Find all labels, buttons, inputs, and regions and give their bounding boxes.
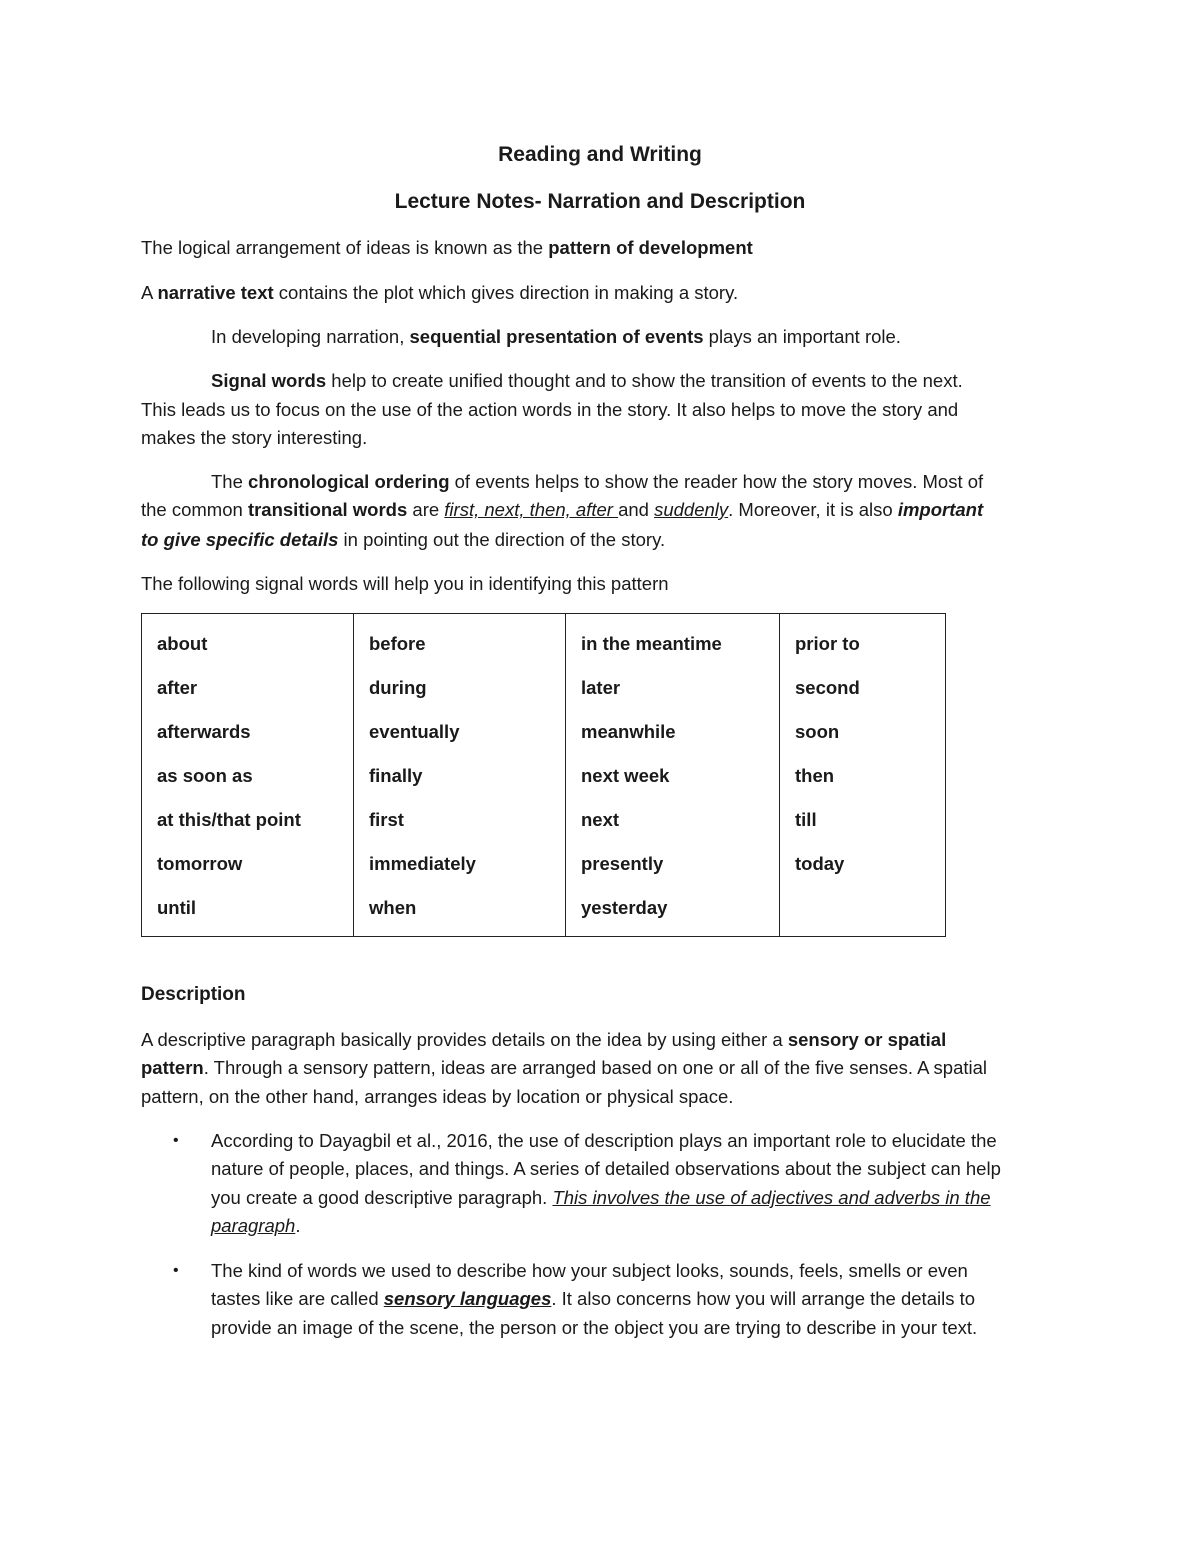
paragraph-line — [141, 496, 1061, 524]
paragraph-line — [211, 1184, 1131, 1212]
signal-word: in the meantime — [581, 633, 722, 654]
signal-word: till — [795, 809, 817, 830]
paragraph-text: . Moreover, it is also — [728, 499, 898, 520]
table-row — [142, 614, 946, 937]
signal-word: yesterday — [581, 897, 668, 918]
bold-term: narrative text — [157, 282, 274, 303]
page-subtitle: Lecture Notes- Narration and Description — [394, 190, 806, 213]
paragraph-line — [211, 1285, 1131, 1313]
paragraph-line: makes the story interesting. — [141, 427, 368, 448]
paragraph-line: This leads us to focus on the use of the action words in the story. It also helps to move the story and — [141, 399, 959, 420]
paragraph-text: A — [141, 282, 158, 303]
bold-term: pattern — [141, 1057, 204, 1078]
signal-word: before — [369, 633, 426, 654]
paragraph-text: plays an important role. — [703, 326, 901, 347]
paragraph-text: of events helps to show the reader how the story moves. Most of — [449, 471, 984, 492]
signal-word: then — [795, 765, 835, 786]
paragraph-line — [141, 1026, 1061, 1054]
bold-term: chronological ordering — [248, 471, 450, 492]
paragraph-text: . Through a sensory pattern, ideas are arranged based on one or all of the five senses. A spatial — [203, 1057, 988, 1078]
paragraph-text: are — [407, 499, 445, 520]
paragraph-line: pattern, on the other hand, arranges ideas by location or physical space. — [141, 1086, 734, 1107]
paragraph-line — [211, 468, 1131, 496]
signal-word: meanwhile — [581, 721, 676, 742]
signal-word: after — [157, 677, 198, 698]
bullet-icon: • — [173, 1262, 179, 1279]
table-column-1 — [142, 614, 354, 937]
bold-term: sensory or spatial — [787, 1029, 947, 1050]
description-heading: Description — [141, 984, 246, 1005]
signal-word: second — [795, 677, 860, 698]
paragraph-sequential-presentation — [211, 323, 1131, 351]
signal-word: finally — [369, 765, 423, 786]
paragraph-text: and — [618, 499, 655, 520]
paragraph-line: According to Dayagbil et al., 2016, the use of description plays an important role to elucidate the — [211, 1130, 997, 1151]
paragraph-text: in pointing out the direction of the story. — [338, 529, 666, 550]
bold-italic-text: to give specific details — [141, 529, 339, 550]
paragraph-text: the common — [141, 499, 248, 520]
paragraph-text: . It also concerns how you will arrange the details to — [551, 1288, 976, 1309]
underlined-italic-text: first, next, then, after — [444, 499, 619, 520]
bold-italic-text: important — [897, 499, 984, 520]
paragraph-line — [141, 526, 1061, 554]
signal-word: tomorrow — [157, 853, 243, 874]
signal-word: soon — [795, 721, 840, 742]
underlined-italic-text: suddenly — [654, 499, 729, 520]
signal-word: today — [795, 853, 845, 874]
paragraph-text: A descriptive paragraph basically provides details on the idea by using either a — [141, 1029, 788, 1050]
signal-word: presently — [581, 853, 664, 874]
signal-word: about — [157, 633, 208, 654]
underlined-italic-text: This involves the use of adjectives and adverbs in the — [552, 1187, 991, 1208]
table-column-2 — [354, 614, 566, 937]
table-column-3 — [566, 614, 780, 937]
bold-term: sequential presentation of events — [409, 326, 704, 347]
paragraph-text: The logical arrangement of ideas is known as the — [141, 237, 549, 258]
page-title: Reading and Writing — [498, 143, 702, 166]
paragraph-line — [211, 367, 1131, 395]
signal-word: at this/that point — [157, 809, 301, 830]
signal-word: prior to — [795, 633, 860, 654]
bold-term: transitional words — [247, 499, 408, 520]
signal-word: eventually — [369, 721, 460, 742]
signal-word: during — [369, 677, 427, 698]
signal-word: first — [369, 809, 404, 830]
signal-word: when — [369, 897, 417, 918]
paragraph-line — [211, 1212, 1131, 1240]
paragraph-text: . — [295, 1215, 301, 1236]
paragraph-narrative-text — [141, 279, 1061, 307]
paragraph-text: tastes like are called — [211, 1288, 384, 1309]
signal-word: later — [581, 677, 621, 698]
bold-term: pattern of development — [548, 237, 753, 258]
signal-words-table — [141, 613, 946, 937]
bold-term: Signal words — [211, 370, 327, 391]
paragraph-text: help to create unified thought and to show the transition of events to the next. — [326, 370, 963, 391]
bullet-icon: • — [173, 1132, 179, 1149]
paragraph-pattern-of-development — [141, 234, 1061, 262]
table-column-4 — [780, 614, 946, 937]
signal-word: next week — [581, 765, 670, 786]
paragraph-line — [141, 1054, 1061, 1082]
paragraph-line: provide an image of the scene, the person or the object you are trying to describe in your text. — [211, 1317, 978, 1338]
signal-word: as soon as — [157, 765, 253, 786]
paragraph-text: The — [211, 471, 249, 492]
signal-word: next — [581, 809, 620, 830]
paragraph-text: contains the plot which gives direction in making a story. — [273, 282, 739, 303]
paragraph-line: The kind of words we used to describe how your subject looks, sounds, feels, smells or even — [211, 1260, 968, 1281]
signal-word: until — [157, 897, 197, 918]
signal-word: immediately — [369, 853, 476, 874]
signal-word: afterwards — [157, 721, 251, 742]
paragraph-text: In developing narration, — [211, 326, 410, 347]
paragraph-table-intro: The following signal words will help you in identifying this pattern — [141, 573, 669, 594]
paragraph-line: nature of people, places, and things. A series of detailed observations about the subject can help — [211, 1158, 1001, 1179]
paragraph-text: you create a good descriptive paragraph. — [211, 1187, 553, 1208]
underlined-italic-text: paragraph — [211, 1215, 296, 1236]
bold-italic-underlined-text: sensory languages — [383, 1288, 552, 1309]
